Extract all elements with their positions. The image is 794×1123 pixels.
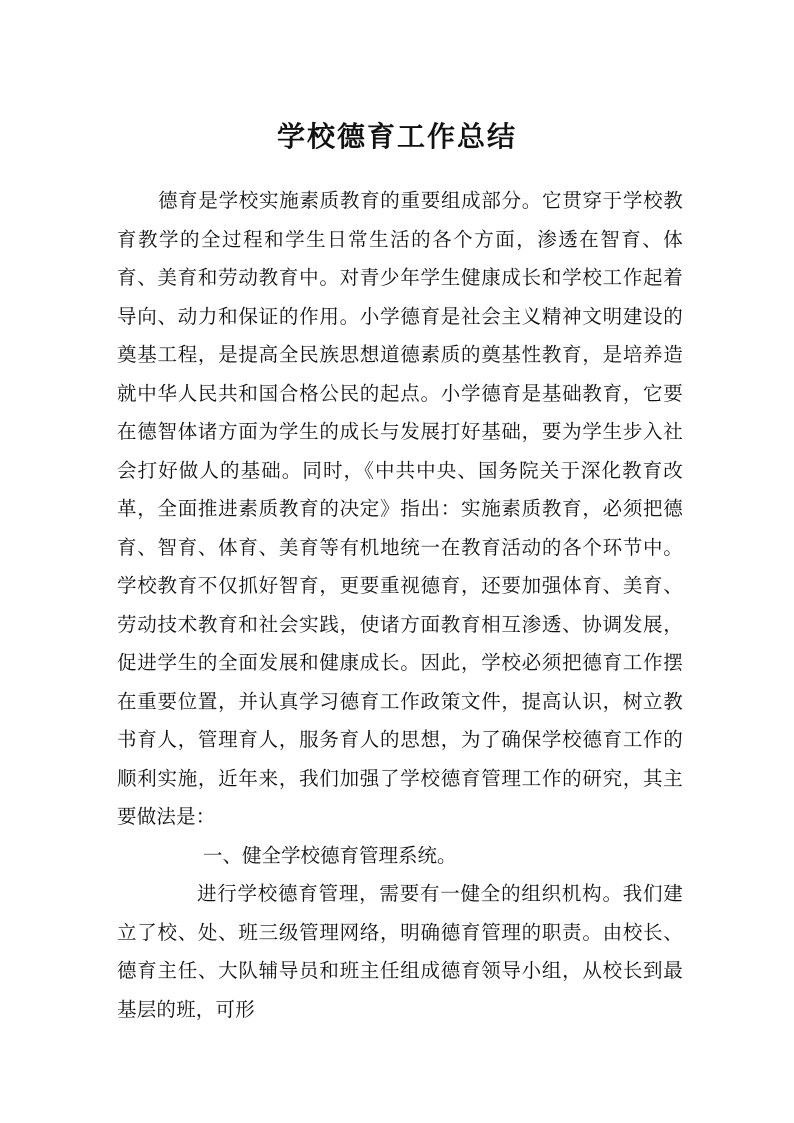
intro-paragraph: 德育是学校实施素质教育的重要组成部分。它贯穿于学校教育教学的全过程和学生日常生活的各个方面，渗透在智育、体育、美育和劳动教育中。对青少年学生健康成长和学校工作起着导向、动力和保证的作用。小学德育是社会主义精神文明建设的奠基工程，是提高全民族思想道德素质的奠基性教育，是培养造就中华人民共和国合格公民的起点。小学德育是基础教育，它要在德智体诸方面为学生的成长与发展打好基础，要为学生步入社会打好做人的基础。同时，《中共中央、国务院关于深化教育改革，全面推进素质教育的决定》指出：实施素质教育，必须把德育、智育、体育、美育等有机地统一在教育活动的各个环节中。学校教育不仅抓好智育，更要重视德育，还要加强体育、美育、劳动技术教育和社会实践，使诸方面教育相互渗透、协调发展，促进学生的全面发展和健康成长。因此，学校必须把德育工作摆在重要位置，并认真学习德育工作政策文件，提高认识，树立教书育人，管理育人，服务育人的思想，为了确保学校德育工作的顺利实施，近年来，我们加强了学校德育管理工作的研究，其主要做法是： [117,189,683,828]
document-title: 学校德育工作总结 [276,119,517,153]
section-heading-1: 一、健全学校德育管理系统。 [203,843,457,867]
document-body [117,182,683,1029]
section-1-paragraph: 进行学校德育管理，需要有一健全的组织机构。我们建立了校、处、班三级管理网络，明确德育管理的职责。由校长、德育主任、大队辅导员和班主任组成德育领导小组，从校长到最基层的班，可形 [117,882,683,1021]
